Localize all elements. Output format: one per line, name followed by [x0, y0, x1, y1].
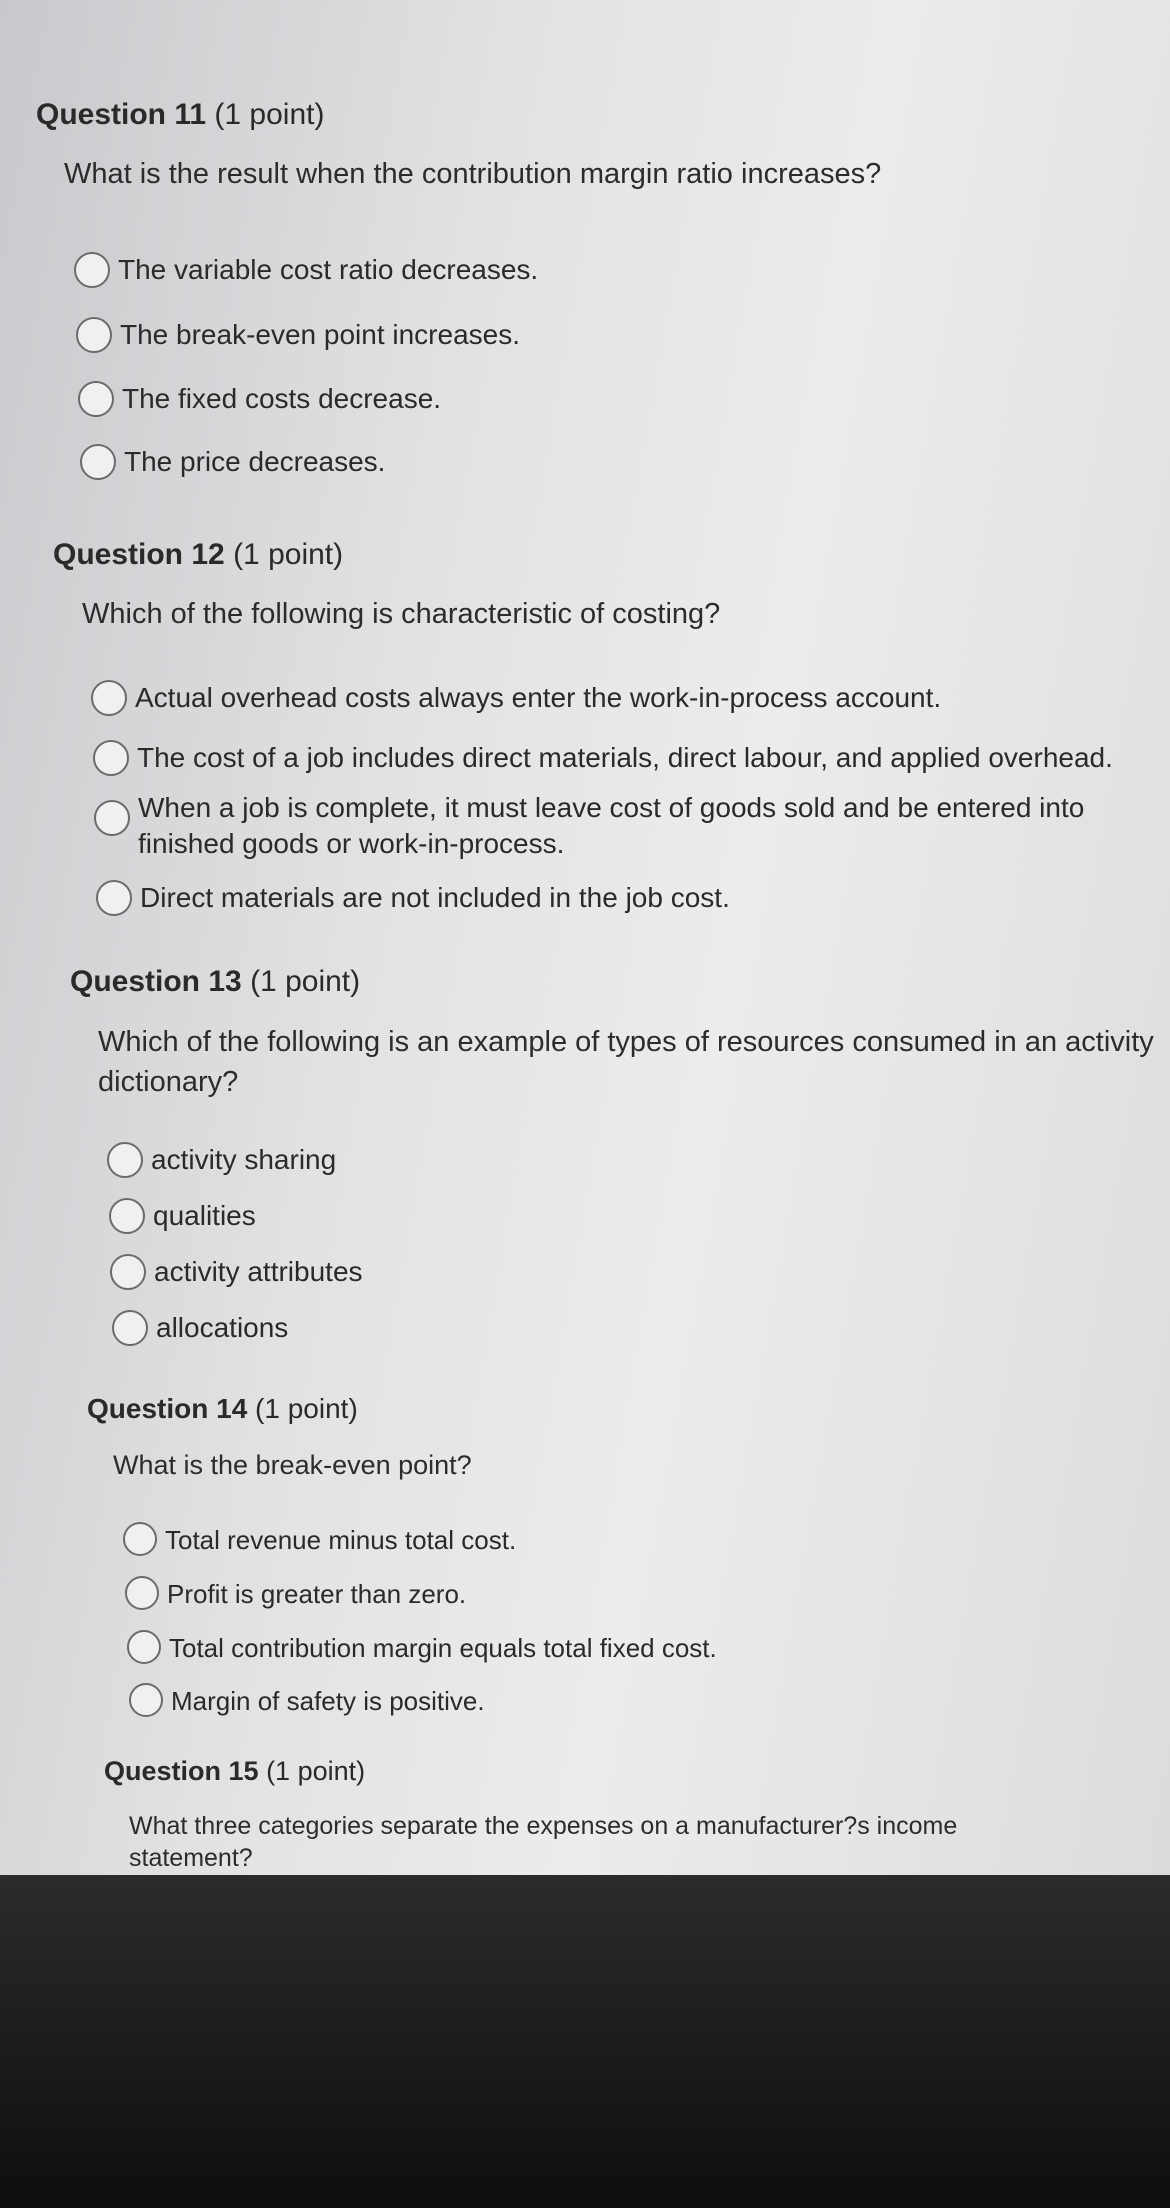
q14-option-2[interactable]: Profit is greater than zero. [125, 1576, 466, 1612]
question-points: (1 point) [214, 98, 325, 131]
radio-unselected-icon[interactable] [94, 800, 130, 836]
radio-unselected-icon[interactable] [93, 740, 129, 776]
q11-option-1[interactable]: The variable cost ratio decreases. [74, 252, 538, 288]
question-number: Question 14 [87, 1393, 248, 1424]
radio-unselected-icon[interactable] [123, 1522, 157, 1556]
question-14-title [87, 1393, 358, 1425]
radio-unselected-icon[interactable] [110, 1254, 146, 1290]
question-points: (1 point) [233, 538, 344, 571]
radio-unselected-icon[interactable] [96, 880, 132, 916]
q13-option-1[interactable]: activity sharing [107, 1142, 336, 1178]
question-number: Question 12 [53, 538, 225, 571]
question-points: (1 point) [255, 1393, 358, 1424]
question-number: Question 13 [70, 965, 242, 998]
q11-option-3[interactable]: The fixed costs decrease. [78, 381, 441, 417]
q13-option-3[interactable]: activity attributes [110, 1254, 363, 1290]
radio-unselected-icon[interactable] [91, 680, 127, 716]
radio-unselected-icon[interactable] [125, 1576, 159, 1610]
radio-unselected-icon[interactable] [127, 1630, 161, 1664]
radio-unselected-icon[interactable] [74, 252, 110, 288]
question-11-title [36, 98, 324, 132]
question-number: Question 15 [104, 1756, 259, 1786]
question-13-text: Which of the following is an example of types of resources consumed in an activity dictionary? [98, 1026, 1154, 1098]
q12-option-4[interactable]: Direct materials are not included in the job cost. [96, 880, 730, 916]
question-13-title [70, 965, 360, 999]
question-15-title [104, 1756, 365, 1787]
q14-option-4[interactable]: Margin of safety is positive. [129, 1683, 485, 1719]
q13-option-4[interactable]: allocations [112, 1310, 288, 1346]
radio-unselected-icon[interactable] [80, 444, 116, 480]
q11-option-2[interactable]: The break-even point increases. [76, 317, 520, 353]
dark-background-area [0, 1875, 1170, 2208]
radio-unselected-icon[interactable] [112, 1310, 148, 1346]
radio-unselected-icon[interactable] [78, 381, 114, 417]
question-14-text: What is the break-even point? [113, 1450, 472, 1480]
question-12-text: Which of the following is characteristic of costing? [82, 598, 721, 630]
q14-option-3[interactable]: Total contribution margin equals total fixed cost. [127, 1630, 717, 1666]
q12-option-1[interactable]: Actual overhead costs always enter the work-in-process account. [91, 680, 941, 716]
radio-unselected-icon[interactable] [109, 1198, 145, 1234]
radio-unselected-icon[interactable] [129, 1683, 163, 1717]
q14-option-1[interactable]: Total revenue minus total cost. [123, 1522, 516, 1558]
question-12-title [53, 538, 343, 572]
radio-unselected-icon[interactable] [76, 317, 112, 353]
question-15-text: What three categories separate the expenses on a manufacturer?s income statement? [129, 1812, 958, 1872]
question-points: (1 point) [266, 1756, 366, 1786]
radio-unselected-icon[interactable] [107, 1142, 143, 1178]
q12-option-3[interactable]: When a job is complete, it must leave cost of goods sold and be entered into finished goods or work-in-process. [94, 800, 1134, 862]
question-number: Question 11 [36, 98, 207, 131]
q12-option-2[interactable]: The cost of a job includes direct materials, direct labour, and applied overhead. [93, 740, 1113, 776]
question-11-text: What is the result when the contribution margin ratio increases? [64, 158, 882, 190]
q11-option-4[interactable]: The price decreases. [80, 444, 385, 480]
q13-option-2[interactable]: qualities [109, 1198, 256, 1234]
question-points: (1 point) [250, 965, 361, 998]
